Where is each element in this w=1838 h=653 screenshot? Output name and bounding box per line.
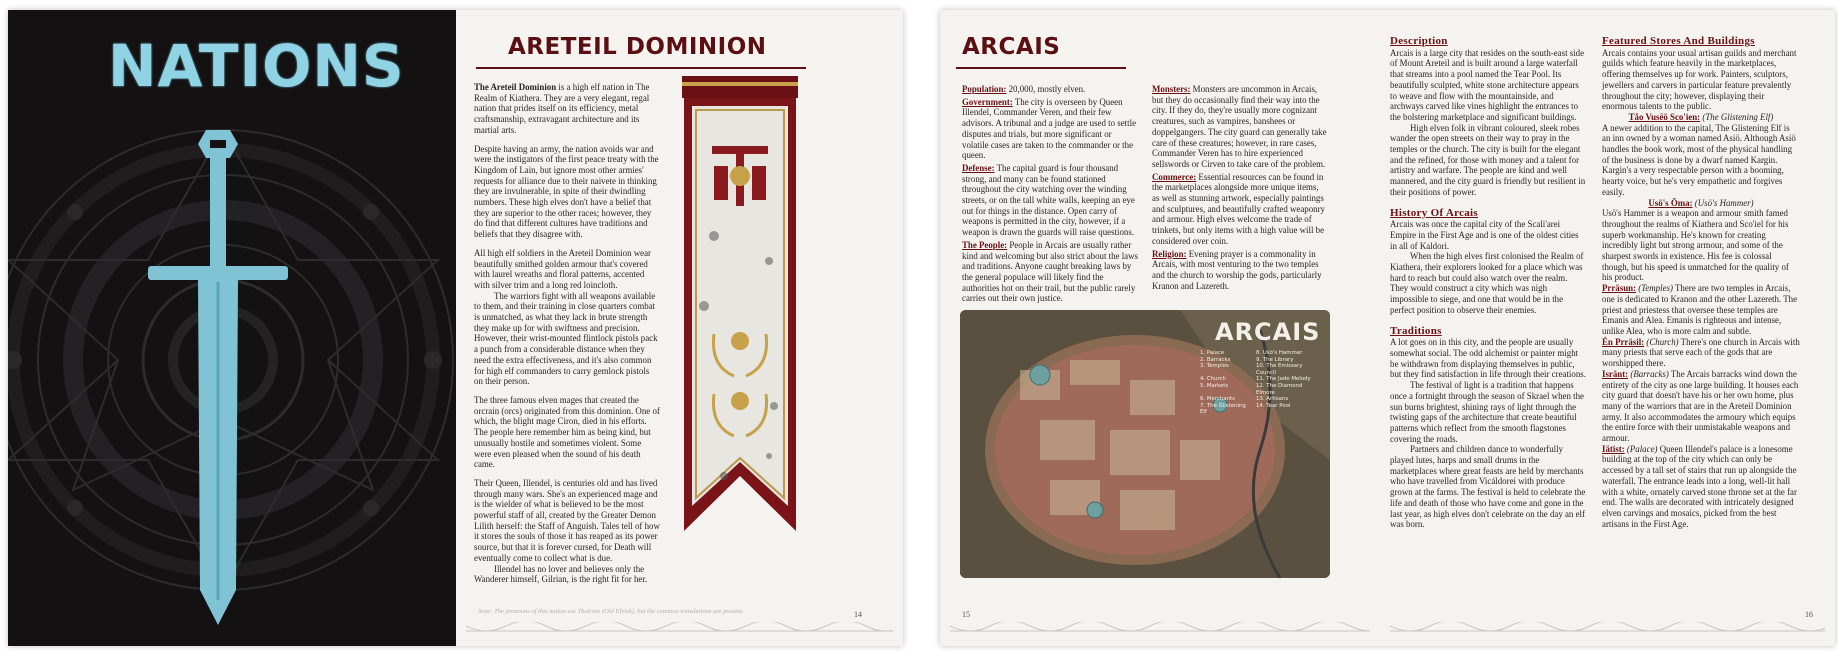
arcais-col-1 <box>962 84 1138 304</box>
paragraph: A lot goes on in this city, and the people are usually somewhat social. The odd alchemist or painter might be withdrawn from displaying themselves in public, but they find satisfaction in life through their creations. <box>1390 337 1586 380</box>
sword-icon <box>148 120 288 640</box>
stat-defense: Defense: The capital guard is four thousand strong, and many can be found stationed throughout the city watching over the winding streets, or on the tall white walls, keeping an eye out for things in the distance. Open carry of weapons is permitted in the city, however, if a weapon is drawn the guards will raise questions. <box>962 162 1135 238</box>
stat-government: Government: The city is overseen by Queen Illendel, Commander Veren, and their few advisors. A tribunal and a judge are used to settle disputes and trials, but more significant or volatile cases are taken to the commander or the queen. <box>962 96 1137 161</box>
store-entry: Tåo Vusëö Sco'ien: (The Glistening Elf) A newer addition to the capital, The Glistening Elf is an inn owned by a woman named Asiö. Although Asiö handles the book work, most of the physical handling of the business is done by a dwarf named Kargin. Kargin's a very respectable person with a booming, hearty voice, but he's very empathetic and forgives easily. <box>1602 111 1796 197</box>
paragraph: The festival of light is a tradition that happens once a fortnight through the season of Skrael when the sun burns brightest, shining rays of light through the twisting gaps of the architecture that create beautiful patterns which reflect from the smooth flagstones covering the roads. <box>1390 380 1584 444</box>
stat-people: The People: People in Arcais are usually rather kind and welcoming but also strict about the laws and traditions. Anyone caught breaking laws by the general populace will likely find the authorities hot on their trail, but the public rarely carries out their own justice. <box>962 239 1138 304</box>
stat-monsters: Monsters: Monsters are uncommon in Arcais, but they do occasionally find their way into the city. If they do, they're usually more cognizant creatures, such as vampires, banshees or doppelgangers. The city guard can generally take care of these creatures; however, in rare cases, Commander Veren has to hire experienced sellswords or Cirven to take care of the problem. <box>1152 84 1327 169</box>
arcais-page-16 <box>1380 10 1835 646</box>
areteil-body <box>474 82 660 585</box>
intro-bold: The Areteil Dominion <box>474 82 557 92</box>
stat-commerce: Commerce: Essential resources can be found in the marketplaces alongside more unique items, as well as stunning artwork, especially paintings and sculptures, and beautifully crafted weaponry and armour. High elves welcome the trade of trinkets, but only items with a high value will be considered over coin. <box>1152 171 1325 246</box>
heading-underline <box>956 64 1126 72</box>
store-entry: Prräsun: (Temples) There are two temples in Arcais, one is dedicated to Kranon and the other Lazereth. The priest and priestess that oversee these temples are Emanis and Alea. Emanis is righteous and intense, unlike Alea, who is more calm and subtle. <box>1602 283 1798 336</box>
store-entry: Usö's Öma: (Usö's Hammer) Usö's Hammer is a weapon and armour smith famed throughout the realms of Kiathera and Sco'iel for his superb workmanship. He's known for creating incredibly light but strong armour, and some of the sharpest swords in existence. His fee is colossal though, but his speed is unmatched for the quality of his product. <box>1602 197 1789 283</box>
stat-religion: Religion: Evening prayer is a commonality in Arcais, with most venturing to the two temples and the church to worship the gods, particularly Kranon and Lazereth. <box>1152 248 1322 291</box>
map-title: ARCAIS <box>1215 318 1321 346</box>
arcais-col-3 <box>1390 36 1586 530</box>
page-number: 15 <box>962 610 970 619</box>
areteil-page <box>456 10 903 646</box>
arcais-col-2 <box>1152 84 1328 291</box>
paragraph: Despite having an army, the nation avoids war and were the instigators of the first peace treaty with the Kingdom of Lain, but ignore most other armies' requests for alliance due to their naivete in thinking they are invulnerable, in spite of their dwindling numbers. These high elves don't have a belief that they are superior to the other races; however, they do find that different cultures have traditions and beliefs that they disagree with. <box>474 143 659 240</box>
page-number: 14 <box>854 610 862 619</box>
intro-text: is a high elf nation in The Realm of Kiathera. They are a very elegant, regal nation that prides itself on its efficiency, metal craftsmanship, extravagant architecture and its martial arts. <box>474 82 650 135</box>
section-heading: Description <box>1390 35 1448 47</box>
paragraph: Arcais contains your usual artisan guilds and merchant guilds which feature heavily in the marketplaces, offering themselves up for work. Painters, sculptors, jewellers and carvers in particular feature prevalently throughout the city; however, displaying their enormous talents to the public. <box>1602 47 1797 112</box>
page-border-ornament <box>466 622 893 640</box>
page-title-areteil: ARETEIL DOMINION <box>508 34 767 60</box>
section-heading: Featured Stores And Buildings <box>1602 35 1755 47</box>
paragraph: Partners and children dance to wonderfully played lutes, harps and small drums in the marketplaces where great feasts are held by merchants who have travelled from Vicáldorei with produce grown at the farms. The festival is held to celebrate the life and death of those who have come and gone in the last year, as high elves don't celebrate on the day an elf was born. <box>1390 444 1586 530</box>
store-entry: Isränt: (Barracks) The Arcais barracks wind down the entirety of the city as one large building. It houses each city guard that doesn't have his or her own home, plus many of the warriors that are in the Areteil Dominion army. It also accommodates the armoury which equips the entire force with their unmistakable weapons and armour. <box>1602 368 1799 444</box>
paragraph: The warriors fight with all weapons available to them, and their training in close quarters combat is unmatched, as what they lack in brute strength they make up for with swiftness and precision. However, their wrist-mounted flintlock pistols pack a punch from a considerable distance when they need the extra effectiveness, and it's also common for high elf commanders to carry gemlock pistols on their person. <box>474 290 658 387</box>
store-entry: Iätist: (Palace) Queen Illendel's palace is a lonesome building at the top of the city which can only be accessed by a tall set of stairs that run up alongside the waterfall. The entrance leads into a long, well-lit hall with a white, ornately carved stone throne set at the far end. The walls are decorated with intricately designed elven carvings and mosaics, picked from the best artisans in the First Age. <box>1602 443 1797 529</box>
paragraph: Illendel has no lover and believes only the Wanderer himself, Gilrian, is the right fit for her. <box>474 563 648 585</box>
page-title-arcais: ARCAIS <box>962 34 1061 60</box>
page-border-ornament <box>950 622 1370 640</box>
nations-title: NATIONS <box>108 32 405 100</box>
paragraph: Arcais was once the capital city of the Scali'arei Empire in the First Age and is one of the oldest cities in all of Kaldori. <box>1390 219 1579 251</box>
section-heading: History Of Arcais <box>1390 206 1478 219</box>
paragraph: Arcais is a large city that resides on the south-east side of Mount Areteil and is built around a large waterfall that streams into a pool named the Tear Pool. Its beautifully sculpted, white stone architecture appears to weave and flow with the mountainside, and archways carved like vines highlight the entrances to the bolstering marketplace and significant buildings. <box>1390 47 1585 122</box>
nations-art-panel <box>8 10 456 646</box>
banner-illustration <box>674 76 806 546</box>
heading-underline <box>476 64 806 72</box>
page-border-ornament <box>1390 622 1825 640</box>
paragraph: Their Queen, Illendel, is centuries old and has lived through many wars. She's an experienced mage and is the wielder of what is believed to be the most powerful staff of all, created by the Greater Demon Lilith herself: the Staff of Anguish. Tales tell of how it stores the souls of those it has reaped as its power source, but that it is forever cursed, for Death will eventually come to collect what is due. <box>474 477 660 563</box>
arcais-map <box>960 310 1330 578</box>
arcais-col-4 <box>1602 36 1800 529</box>
left-page-spread <box>8 10 903 646</box>
paragraph: The three famous elven mages that created the orcrain (orcs) originated from this dominion. One of which, the blight mage Ciron, died in his efforts. The people here remember him as being kind, but unusually hostile and sometimes violent. Some were even pleased when the sound of his death came. <box>474 394 660 470</box>
footer-note: Note: The pronouns of this nation use Thalrion (Old Elvish), but the common translations are present. <box>478 608 744 615</box>
paragraph: When the high elves first colonised the Realm of Kiathera, their explorers looked for a place which was hard to reach but could also watch over the realm. They would construct a city which was nigh impossible to siege, and one that would be in the perfect position to observe their enemies. <box>1390 251 1584 315</box>
map-legend: 1. Palace 8. Usö's Hammer 2. Barracks 9. The Library 3. Temples 10. The Emissary Council 4. Church 11. The Jade Melody 5. Markets 12. The Diamond Elmore 6. Merchants 13. Artisans 7. The Glistening Elf 14. Tear Pool <box>1200 350 1311 416</box>
paragraph: All high elf soldiers in the Areteil Dominion wear beautifully smithed golden armour that's covered with laurel wreaths and floral patterns, accented with silver trim and a long red loincloth. <box>474 247 651 290</box>
store-entry: Én Prräsil: (Church) There's one church in Arcais with many priests that serve each of the gods that are worshipped there. <box>1602 336 1800 369</box>
stat-population: Population: 20,000, mostly elven. <box>962 84 1086 94</box>
right-page-spread <box>940 10 1835 646</box>
paragraph: High elven folk in vibrant coloured, sleek robes wander the open streets on their way to pray in the temples or the church. The city is built for the elegant and the refined, for those with money and a talent for artistry and warfare. The people are kind and well mannered, and the city guard is friendly but resilient in their positions of power. <box>1390 122 1586 197</box>
arcais-page-15 <box>940 10 1380 646</box>
section-heading: Traditions <box>1390 324 1442 337</box>
page-number: 16 <box>1805 610 1813 619</box>
